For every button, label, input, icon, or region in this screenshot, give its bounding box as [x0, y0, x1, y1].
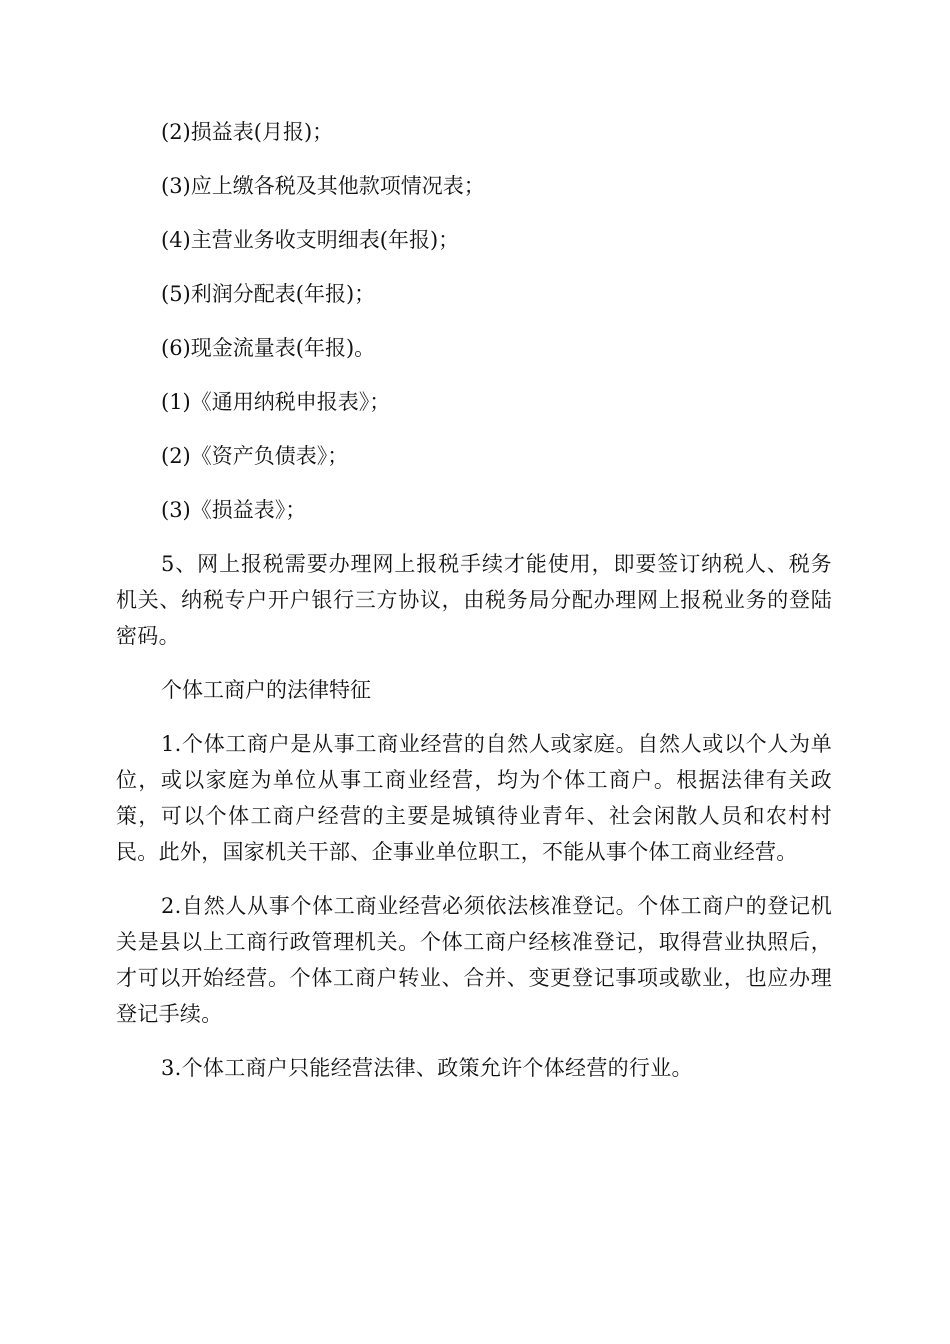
- document-body: [116, 114, 832, 1104]
- report-item-balance-sheet: (2)《资产负债表》；: [161, 444, 349, 468]
- online-tax-paragraph: 5、网上报税需要办理网上报税手续才能使用，即要签订纳税人、税务机关、纳税专户开户银行三方协议，由税务局分配办理网上报税业务的登陆密码。: [116, 552, 832, 648]
- report-item-general-tax-return: (1)《通用纳税申报表》；: [161, 390, 391, 414]
- report-item-monthly-income: (2)损益表(月报)；: [161, 120, 334, 144]
- report-item-cash-flow: (6)现金流量表(年报)。: [161, 336, 376, 360]
- section-heading: 个体工商户的法律特征: [161, 678, 371, 702]
- report-item-main-business: (4)主营业务收支明细表(年报)；: [161, 228, 460, 252]
- report-item-income-statement: (3)《损益表》；: [161, 498, 307, 522]
- feature-paragraph-1: 1.个体工商户是从事工商业经营的自然人或家庭。自然人或以个人为单位，或以家庭为单位从事工商业经营，均为个体工商户。根据法律有关政策，可以个体工商户经营的主要是城镇待业青年、社会闲散人员和农村村民。此外，国家机关干部、企事业单位职工，不能从事个体工商业经营。: [116, 732, 832, 864]
- report-item-profit-distribution: (5)利润分配表(年报)；: [161, 282, 376, 306]
- feature-paragraph-2: 2.自然人从事个体工商业经营必须依法核准登记。个体工商户的登记机关是县以上工商行政管理机关。个体工商户经核准登记，取得营业执照后，才可以开始经营。个体工商户转业、合并、变更登记事项或歇业，也应办理登记手续。: [116, 894, 832, 1026]
- report-item-taxes-payable: (3)应上缴各税及其他款项情况表；: [161, 174, 485, 198]
- feature-paragraph-3: 3.个体工商户只能经营法律、政策允许个体经营的行业。: [161, 1056, 693, 1080]
